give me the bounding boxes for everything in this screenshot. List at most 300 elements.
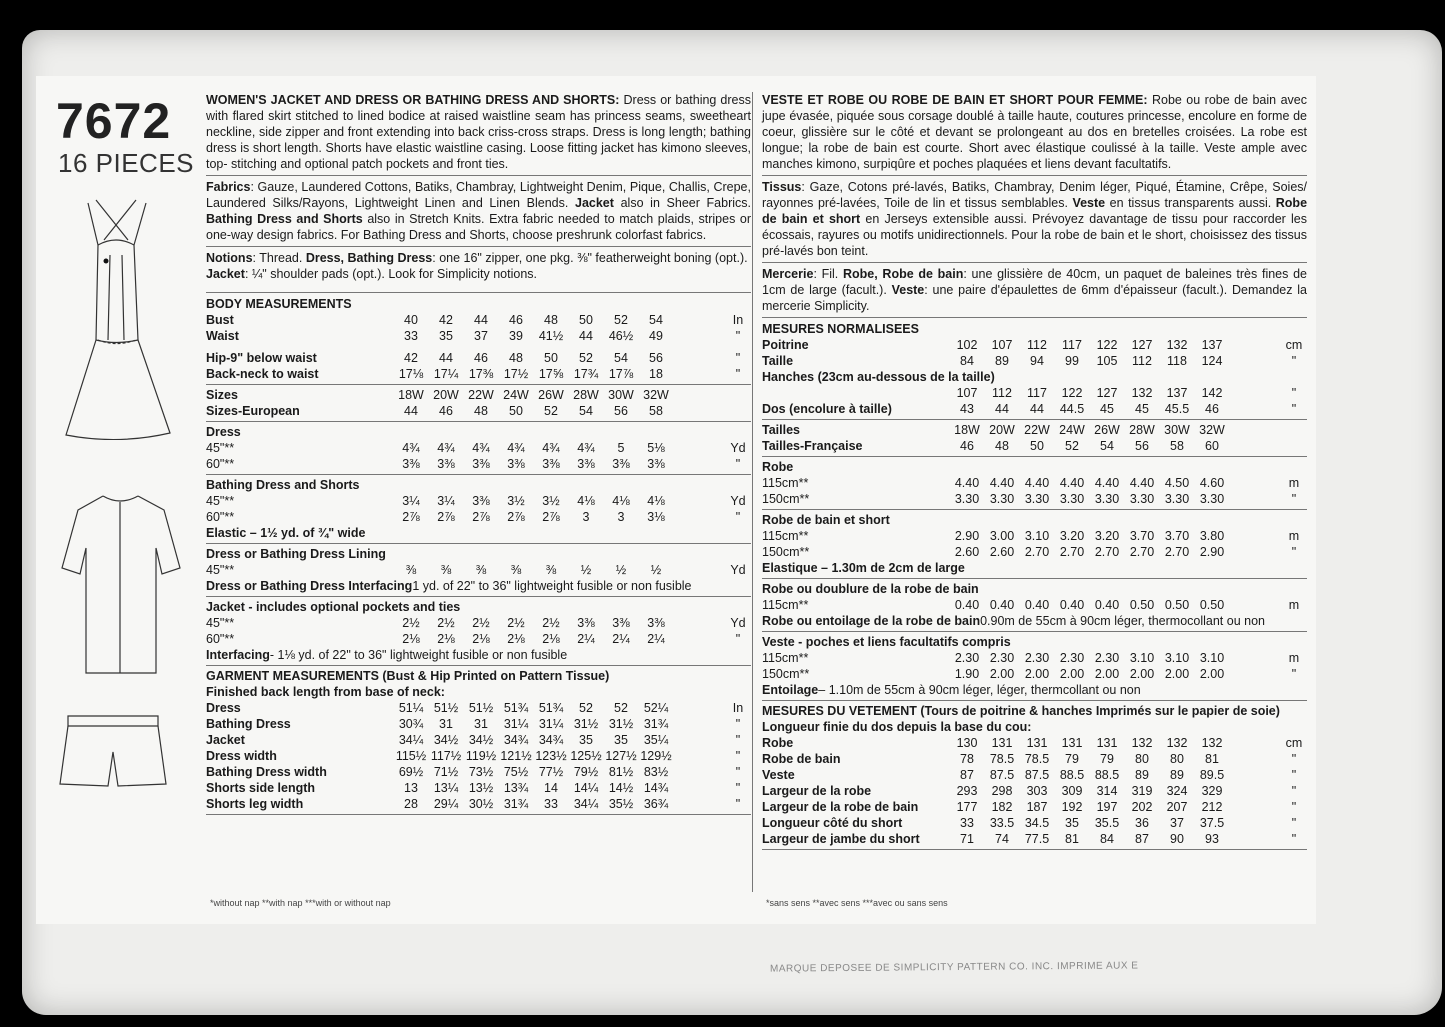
notions-text: : one 16" zipper, one pkg. ⅜" featherweight boning (opt.). (432, 251, 748, 265)
garment-row-label: Largeur de la robe (762, 784, 872, 798)
value-cell: ⅜ (405, 563, 417, 577)
unit-cell: In (732, 701, 744, 715)
value-cell: 50 (509, 404, 523, 418)
bathing-yardage (206, 477, 751, 544)
value-cell: 2.00 (1164, 667, 1190, 681)
bust-row-label: Bust (206, 313, 234, 327)
fabrics-text: : Gauze, Laundered Cottons, Batiks, Chambray, Lightweight Denim, Pique, Challis, Crepe, Laundered Silks/Rayons, Lightweight Linen and Linen Blends. (206, 180, 751, 210)
value-cell: 44 (474, 313, 488, 327)
value-cell: 40 (404, 313, 418, 327)
value-cell: 78.5 (1024, 752, 1050, 766)
pattern-number: 7672 (56, 93, 172, 149)
bust-row (206, 312, 751, 328)
unit-cell: " (1291, 402, 1297, 416)
jacket-interfacing-row-text: - 1⅛ yd. of 22" to 36" lightweight fusible or non fusible (269, 648, 568, 662)
sizes-row (206, 387, 751, 403)
value-cell: 33 (960, 816, 974, 830)
value-cell: 3⅜ (612, 457, 630, 471)
elastic-row (206, 525, 751, 541)
jacket-interfacing-row-text: – 1.10m de 55cm à 90cm léger, léger, thermcollant ou non (818, 683, 1141, 697)
garment-row (206, 764, 751, 780)
unit-cell: Yd (730, 494, 746, 508)
value-cell: 37.5 (1199, 816, 1225, 830)
backneck-row (206, 366, 751, 382)
value-cell: 4⅛ (647, 494, 665, 508)
value-cell: 2⅞ (507, 510, 525, 524)
unit-cell: " (1291, 800, 1297, 814)
value-cell: 34¼ (398, 733, 424, 747)
value-cell: 3.10 (1129, 651, 1155, 665)
jacket-title-label: Jacket - includes optional pockets and ties (206, 600, 461, 614)
value-cell: 4¾ (437, 441, 455, 455)
garment-row-label: Largeur de jambe du short (762, 832, 920, 846)
value-cell: 17⅝ (538, 367, 564, 381)
jacket-interfacing-row-label: Entoilage (762, 683, 819, 697)
dress-row-1 (206, 440, 751, 456)
garment-row (206, 748, 751, 764)
hanches-title-label: Hanches (23cm au-dessous de la taille) (762, 370, 995, 384)
notions-label: Notions (206, 251, 253, 265)
value-cell: 35 (439, 329, 453, 343)
lining-title (206, 546, 751, 562)
value-cell: 46 (509, 313, 523, 327)
lining-yardage (762, 581, 1307, 632)
bathing-row-2 (762, 544, 1307, 560)
value-cell: 3⅛ (647, 510, 665, 524)
value-cell: 80 (1170, 752, 1184, 766)
value-cell: 90 (1170, 832, 1184, 846)
value-cell: 0.40 (1024, 598, 1050, 612)
value-cell: 88.5 (1059, 768, 1085, 782)
fabrics-jacket: Jacket (575, 196, 614, 210)
value-cell: 207 (1166, 800, 1188, 814)
value-cell: 2⅛ (402, 632, 420, 646)
value-cell: 13½ (468, 781, 494, 795)
dress-yardage (762, 459, 1307, 510)
value-cell: 2½ (542, 616, 560, 630)
value-cell: 30W (608, 388, 634, 402)
bathing-row-2-label: 150cm** (762, 545, 810, 559)
value-cell: 2.00 (1024, 667, 1050, 681)
value-cell: 112 (992, 386, 1012, 400)
unit-cell: cm (1285, 338, 1303, 352)
value-cell: 177 (956, 800, 978, 814)
value-cell: 89 (1135, 768, 1149, 782)
garment-row (762, 799, 1307, 815)
value-cell: 2½ (507, 616, 525, 630)
value-cell: 17½ (503, 367, 529, 381)
garment-title (762, 703, 1307, 719)
value-cell: 3.70 (1164, 529, 1190, 543)
garment-measurements (206, 668, 751, 815)
value-cell: 34¾ (503, 733, 529, 747)
value-cell: 132 (1131, 386, 1153, 400)
unit-cell: " (735, 367, 741, 381)
lining-row-1 (762, 597, 1307, 613)
value-cell: 44.5 (1059, 402, 1085, 416)
lining-title-label: Robe ou doublure de la robe de bain (762, 582, 979, 596)
value-cell: 5 (617, 441, 625, 455)
value-cell: 31¼ (538, 717, 564, 731)
value-cell: 13 (404, 781, 418, 795)
value-cell: 2.00 (1094, 667, 1120, 681)
unit-cell: " (1291, 386, 1297, 400)
taille-row (762, 353, 1307, 369)
body-title-label: MESURES NORMALISEES (762, 322, 919, 336)
value-cell: 36¾ (643, 797, 669, 811)
garment-row-label: Robe (762, 736, 794, 750)
value-cell: 4.40 (954, 476, 980, 490)
value-cell: 93 (1205, 832, 1219, 846)
jacket-interfacing-row (206, 647, 751, 663)
value-cell: 52 (544, 404, 558, 418)
value-cell: 36 (1135, 816, 1149, 830)
value-cell: 54 (1100, 439, 1114, 453)
jacket-row-1 (762, 650, 1307, 666)
value-cell: 20W (433, 388, 459, 402)
value-cell: 39 (509, 329, 523, 343)
value-cell: 22W (1024, 423, 1050, 437)
value-cell: 34¼ (573, 797, 599, 811)
value-cell: 324 (1166, 784, 1188, 798)
description-title: WOMEN'S JACKET AND DRESS OR BATHING DRESS AND SHORTS: (206, 93, 620, 107)
value-cell: 89 (1170, 768, 1184, 782)
value-cell: 112 (1132, 354, 1152, 368)
mercerie-veste: Veste (891, 283, 925, 297)
value-cell: 52 (614, 313, 628, 327)
dos-row (762, 401, 1307, 417)
value-cell: 94 (1030, 354, 1044, 368)
value-cell: 121½ (500, 749, 532, 763)
garment-row (762, 783, 1307, 799)
value-cell: 54 (579, 404, 593, 418)
value-cell: 2.30 (954, 651, 980, 665)
value-cell: 78 (960, 752, 974, 766)
sizes-eu-row-label: Sizes-European (206, 404, 300, 418)
garment-row (762, 815, 1307, 831)
value-cell: 31 (474, 717, 488, 731)
value-cell: 0.50 (1129, 598, 1155, 612)
unit-cell: " (735, 717, 741, 731)
value-cell: 14¾ (643, 781, 669, 795)
value-cell: 3⅜ (647, 616, 665, 630)
backneck-row-label: Back-neck to waist (206, 367, 319, 381)
mercerie-robe: Robe, Robe de bain (842, 267, 964, 281)
interfacing-row-text: 0.90m de 55cm à 90cm léger, thermocollant ou non (980, 614, 1265, 628)
dress-title (762, 459, 1307, 475)
value-cell: 137 (1201, 338, 1223, 352)
english-measurement-tables (206, 296, 751, 815)
value-cell: 3.30 (1094, 492, 1120, 506)
value-cell: 74 (995, 832, 1009, 846)
unit-cell: m (1288, 598, 1300, 612)
value-cell: 182 (991, 800, 1013, 814)
value-cell: 88.5 (1094, 768, 1120, 782)
body-title (206, 296, 751, 312)
notions-dress: Dress, Bathing Dress (305, 251, 433, 265)
value-cell: 192 (1061, 800, 1083, 814)
value-cell: 107 (956, 386, 978, 400)
value-cell: 2½ (402, 616, 420, 630)
value-cell: 127 (1096, 386, 1118, 400)
value-cell: 73½ (468, 765, 494, 779)
value-cell: 115½ (395, 749, 427, 763)
value-cell: 2⅛ (542, 632, 560, 646)
value-cell: 131 (1026, 736, 1048, 750)
value-cell: 0.40 (989, 598, 1015, 612)
value-cell: 35 (1065, 816, 1079, 830)
bathing-row-1 (206, 493, 751, 509)
value-cell: 3⅜ (577, 457, 595, 471)
value-cell: 50 (579, 313, 593, 327)
value-cell: 32W (643, 388, 669, 402)
value-cell: 2.70 (1024, 545, 1050, 559)
jacket-row-1-label: 45"** (206, 616, 235, 630)
value-cell: 3.30 (1199, 492, 1225, 506)
value-cell: 2.30 (989, 651, 1015, 665)
value-cell: 51¼ (398, 701, 424, 715)
sizes-section (206, 387, 751, 422)
value-cell: 5⅛ (647, 441, 665, 455)
value-cell: 0.50 (1164, 598, 1190, 612)
description-body-fr: Robe ou robe de bain avec jupe évasée, piquée sous corsage doublé à taille haute, coutures princesse, encolure en forme de coeur, glissière sur le côté et devant se prolongeant au dos en bretelles croisées. La robe est longue; la robe de bain est courte. Short avec élastique coulissé à la taille. Veste ample avec manches kimono, surpiqûre et poches plaquées et liens devant facultatifs. (762, 93, 1307, 171)
value-cell: 89.5 (1199, 768, 1225, 782)
jacket-yardage (206, 599, 751, 666)
garment-subtitle (206, 684, 751, 700)
body-measurements (206, 296, 751, 385)
unit-cell: " (735, 765, 741, 779)
value-cell: 127½ (605, 749, 637, 763)
value-cell: 48 (474, 404, 488, 418)
value-cell: 132 (1166, 736, 1188, 750)
value-cell: 31½ (573, 717, 599, 731)
value-cell: 54 (649, 313, 663, 327)
value-cell: 81 (1065, 832, 1079, 846)
garment-row (762, 751, 1307, 767)
garment-row-label: Shorts side length (206, 781, 316, 795)
value-cell: 33 (544, 797, 558, 811)
value-cell: 3⅜ (647, 457, 665, 471)
garment-title (206, 668, 751, 684)
unit-cell: Yd (730, 563, 746, 577)
value-cell: 2½ (472, 616, 490, 630)
garment-row-label: Bathing Dress width (206, 765, 327, 779)
value-cell: 35 (579, 733, 593, 747)
value-cell: 4¾ (507, 441, 525, 455)
value-cell: 18 (649, 367, 663, 381)
garment-row-label: Shorts leg width (206, 797, 304, 811)
hip-row-label: Hip-9" below waist (206, 351, 317, 365)
garment-measurements (762, 703, 1307, 850)
jacket-row-2-label: 150cm** (762, 667, 810, 681)
value-cell: 87 (960, 768, 974, 782)
bathing-yardage (762, 512, 1307, 579)
value-cell: 41½ (538, 329, 564, 343)
garment-row-label: Largeur de la robe de bain (762, 800, 919, 814)
value-cell: 52¼ (643, 701, 669, 715)
value-cell: 87.5 (989, 768, 1015, 782)
value-cell: 17¾ (573, 367, 599, 381)
value-cell: 44 (439, 351, 453, 365)
garment-subtitle-label: Finished back length from base of neck: (206, 685, 445, 699)
value-cell: 293 (956, 784, 978, 798)
notions-jacket: Jacket (206, 267, 245, 281)
unit-cell: Yd (730, 616, 746, 630)
elastic-row-label: Elastique – 1.30m de 2cm de large (762, 561, 965, 575)
value-cell: 45.5 (1164, 402, 1190, 416)
value-cell: 3.30 (1129, 492, 1155, 506)
value-cell: 60 (1205, 439, 1219, 453)
bathing-title-label: Robe de bain et short (762, 513, 890, 527)
value-cell: 3⅜ (472, 494, 490, 508)
value-cell: 35½ (608, 797, 634, 811)
value-cell: 2⅛ (472, 632, 490, 646)
hanches-title (762, 369, 1307, 385)
dress-title-label: Dress (206, 425, 241, 439)
value-cell: 132 (1131, 736, 1153, 750)
value-cell: 117 (1062, 338, 1082, 352)
value-cell: 84 (960, 354, 974, 368)
body-measurements-fr (762, 321, 1307, 420)
interfacing-row-label: Dress or Bathing Dress Interfacing (206, 579, 413, 593)
garment-title-label: MESURES DU VETEMENT (Tours de poitrine & hanches Imprimés sur le papier de soie) (762, 704, 1280, 718)
mercerie-label: Mercerie (762, 267, 814, 281)
value-cell: 309 (1061, 784, 1083, 798)
unit-cell: " (1291, 354, 1297, 368)
value-cell: 4.40 (989, 476, 1015, 490)
value-cell: 44 (995, 402, 1009, 416)
unit-cell: " (1291, 768, 1297, 782)
value-cell: 13¾ (503, 781, 529, 795)
value-cell: 35¼ (643, 733, 669, 747)
value-cell: 56 (649, 351, 663, 365)
value-cell: 84 (1100, 832, 1114, 846)
value-cell: 3⅜ (437, 457, 455, 471)
jacket-row-2-label: 60"** (206, 632, 235, 646)
sizes-eu-row (762, 438, 1307, 454)
unit-cell: " (735, 510, 741, 524)
value-cell: 102 (956, 338, 978, 352)
value-cell: 52 (579, 351, 593, 365)
value-cell: 4⅛ (612, 494, 630, 508)
value-cell: 32W (1199, 423, 1225, 437)
value-cell: 87 (1135, 832, 1149, 846)
value-cell: ½ (615, 563, 627, 577)
bathing-row-1 (762, 528, 1307, 544)
unit-cell: " (1291, 752, 1297, 766)
value-cell: 3.30 (954, 492, 980, 506)
poitrine-row (762, 337, 1307, 353)
garment-row (206, 716, 751, 732)
tissus-text: : Gaze, Cotons pré-lavés, Batiks, Chambray, Denim léger, Piqué, Étamine, Crêpe, Soies/ rayonnes pré-lavées, Toile de lin et tissus semblables. (762, 180, 1307, 210)
notions-text: : ¼" shoulder pads (opt.). Look for Simplicity notions. (244, 267, 538, 281)
description-body: Dress or bathing dress with flared skirt stitched to lined bodice at raised waistline seam has princess seams, sweetheart neckline, side zipper and front extending into back criss-cross straps. Dress is long length; bathing dress is short length. Shorts have elastic waistline casing. Loose fitting jacket has kimono sleeves, top- stitching and optional patch pockets and front ties. (206, 93, 751, 171)
value-cell: 2½ (437, 616, 455, 630)
value-cell: 52 (1065, 439, 1079, 453)
fabrics-text: also in Stretch Knits. Extra fabric needed to match plaids, stripes or one-way design fabrics. For Bathing Dress and Shorts, choose preshrunk colorfast fabrics. (206, 212, 751, 242)
lining-title-label: Dress or Bathing Dress Lining (206, 547, 386, 561)
value-cell: 4.40 (1129, 476, 1155, 490)
value-cell: 2.00 (1059, 667, 1085, 681)
dress-title (206, 424, 751, 440)
value-cell: 132 (1166, 338, 1188, 352)
shorts-sketch (58, 712, 168, 792)
value-cell: 122 (1061, 386, 1083, 400)
bathing-title (206, 477, 751, 493)
value-cell: 33 (404, 329, 418, 343)
tissus-text: en Jerseys extensible aussi. Prévoyez davantage de tissu pour raccorder les écossais, rayures ou motifs unidirectionnels. Pour la robe de bain et le short, choisissez des tissus pré-lavés bon teint. (762, 212, 1307, 258)
value-cell: 44 (579, 329, 593, 343)
value-cell: 127 (1131, 338, 1153, 352)
fabrics-label: Fabrics (206, 180, 251, 194)
value-cell: 197 (1096, 800, 1118, 814)
value-cell: 3.10 (1024, 529, 1050, 543)
value-cell: 187 (1026, 800, 1048, 814)
garment-row (762, 831, 1307, 847)
value-cell: 0.40 (1094, 598, 1120, 612)
value-cell: 2¼ (577, 632, 595, 646)
value-cell: 3.30 (1164, 492, 1190, 506)
value-cell: 112 (1027, 338, 1047, 352)
value-cell: 2⅞ (437, 510, 455, 524)
value-cell: 2.70 (1094, 545, 1120, 559)
unit-cell: m (1288, 476, 1300, 490)
bathing-title-label: Bathing Dress and Shorts (206, 478, 360, 492)
value-cell: 46 (439, 404, 453, 418)
value-cell: 4.40 (1024, 476, 1050, 490)
lining-row-1 (206, 562, 751, 578)
value-cell: 46 (1205, 402, 1219, 416)
value-cell: 2⅛ (507, 632, 525, 646)
trademark-text: MARQUE DEPOSEE DE SIMPLICITY PATTERN CO. INC. IMPRIME AUX E (769, 960, 1139, 975)
elastic-row-label: Elastic – 1½ yd. of ¾" wide (206, 526, 366, 540)
value-cell: 14¼ (573, 781, 599, 795)
unit-cell: " (735, 632, 741, 646)
value-cell: 2.30 (1024, 651, 1050, 665)
value-cell: 117½ (430, 749, 462, 763)
value-cell: 51½ (433, 701, 459, 715)
value-cell: 48 (509, 351, 523, 365)
value-cell: 77.5 (1024, 832, 1050, 846)
garment-row (206, 732, 751, 748)
value-cell: 89 (995, 354, 1009, 368)
value-cell: 51¾ (538, 701, 564, 715)
value-cell: 31½ (608, 717, 634, 731)
interfacing-row-label: Robe ou entoilage de la robe de bain (762, 614, 981, 628)
value-cell: 31¼ (503, 717, 529, 731)
interfacing-row (762, 613, 1307, 629)
sizes-eu-row-label: Tailles-Française (762, 439, 863, 453)
bathing-row-1-label: 45"** (206, 494, 235, 508)
value-cell: ⅜ (440, 563, 452, 577)
unit-cell: " (735, 733, 741, 747)
value-cell: 14 (544, 781, 558, 795)
notions-block (206, 250, 751, 293)
value-cell: 18W (398, 388, 424, 402)
value-cell: 51½ (468, 701, 494, 715)
value-cell: 131 (991, 736, 1013, 750)
garment-subtitle (762, 719, 1307, 735)
unit-cell: " (1291, 816, 1297, 830)
waist-row (206, 328, 751, 344)
value-cell: 105 (1096, 354, 1118, 368)
jacket-title-label: Veste - poches et liens facultatifs compris (762, 635, 1011, 649)
garment-row-label: Bathing Dress (206, 717, 291, 731)
value-cell: 3½ (542, 494, 560, 508)
unit-cell: " (1291, 545, 1297, 559)
unit-cell: " (1291, 784, 1297, 798)
garment-row (206, 700, 751, 716)
